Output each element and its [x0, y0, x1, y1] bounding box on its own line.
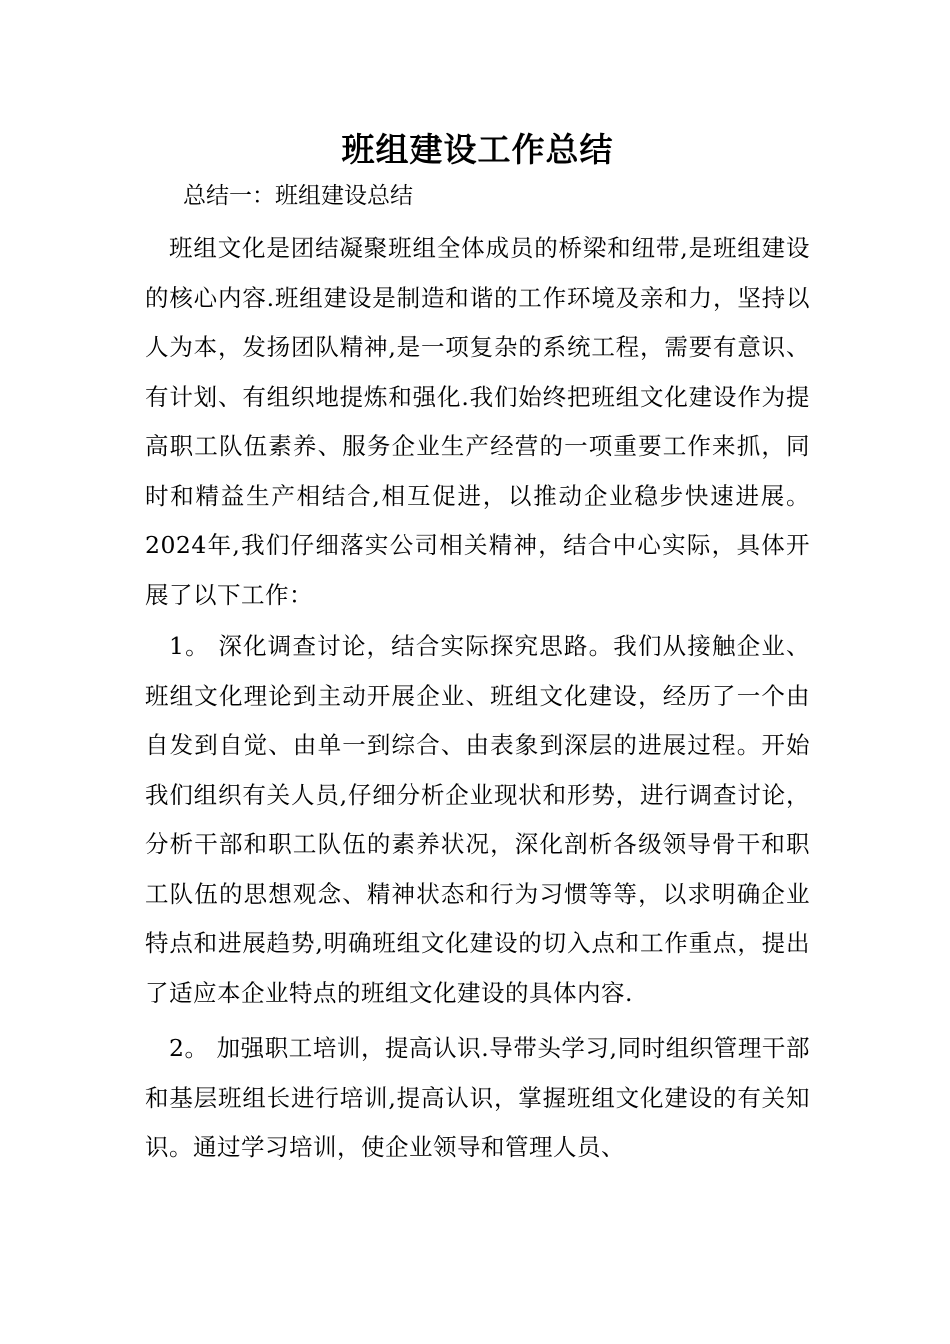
paragraph-item-1: 1。 深化调查讨论，结合实际探究思路。我们从接触企业、班组文化理论到主动开展企业、班组文化建设，经历了一个由自发到自觉、由单一到综合、由表象到深层的进展过程。开始我们组织有关人员,仔细分析企业现状和形势，进行调查讨论，分析干部和职工队伍的素养状况，深化剖析各级领导骨干和职工队伍的思想观念、精神状态和行为习惯等等，以求明确企业特点和进展趋势,明确班组文化建设的切入点和工作重点，提出了适应本企业特点的班组文化建设的具体内容. [145, 632, 810, 1007]
document-title: 班组建设工作总结 [341, 130, 614, 169]
paragraph-intro: 班组文化是团结凝聚班组全体成员的桥梁和纽带,是班组建设的核心内容.班组建设是制造和谐的工作环境及亲和力，坚持以人为本，发扬团队精神,是一项复杂的系统工程，需要有意识、有计划、有组织地提炼和强化.我们始终把班组文化建设作为提高职工队伍素养、服务企业生产经营的一项重要工作来抓，同时和精益生产相结合,相互促进，以推动企业稳步快速进展。 2024年,我们仔细落实公司相关精神，结合中心实际，具体开展了以下工作： [145, 234, 810, 609]
paragraph-item-2: 2。 加强职工培训，提高认识.导带头学习,同时组织管理干部和基层班组长进行培训,提高认识，掌握班组文化建设的有关知识。通过学习培训，使企业领导和管理人员、 [145, 1034, 810, 1161]
document-page [145, 128, 810, 1173]
document-subtitle: 总结一：班组建设总结 [183, 183, 413, 209]
